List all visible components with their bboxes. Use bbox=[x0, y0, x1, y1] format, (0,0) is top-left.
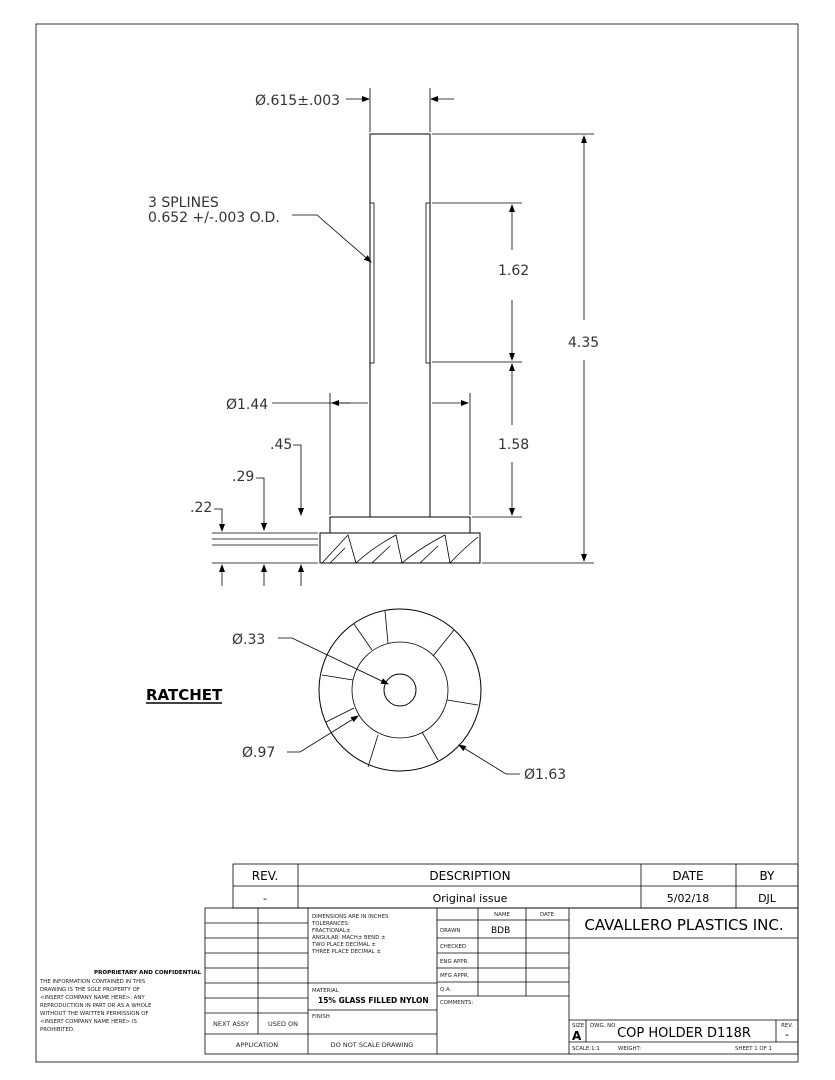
outer-diameter-dim: Ø1.63 bbox=[524, 767, 567, 783]
dwg-no-label: DWG. NO. bbox=[590, 1023, 617, 1029]
svg-text:<INSERT COMPANY NAME HERE> IS: <INSERT COMPANY NAME HERE> IS bbox=[40, 1019, 137, 1025]
application-label: APPLICATION bbox=[235, 1041, 279, 1049]
svg-text:DIMENSIONS ARE IN INCHES: DIMENSIONS ARE IN INCHES bbox=[312, 914, 389, 920]
mfg-appr-label: MFG APPR. bbox=[440, 973, 470, 979]
comments-label: COMMENTS: bbox=[440, 1000, 474, 1006]
weight-label: WEIGHT: bbox=[618, 1046, 642, 1052]
checked-label: CHECKED bbox=[440, 944, 467, 950]
description-value: Original issue bbox=[432, 892, 508, 905]
tolerance-notes bbox=[311, 914, 389, 955]
rev-value-tb: - bbox=[785, 1028, 789, 1041]
dim-45: .45 bbox=[270, 437, 293, 453]
svg-text:DRAWING IS THE SOLE PROPERTY O: DRAWING IS THE SOLE PROPERTY OF bbox=[40, 987, 140, 993]
end-view bbox=[146, 609, 566, 783]
eng-appr-label: ENG APPR. bbox=[440, 959, 469, 965]
scale-label: SCALE:1:1 bbox=[572, 1046, 600, 1052]
rev-header: REV. bbox=[251, 869, 279, 883]
size-value: A bbox=[572, 1029, 582, 1043]
rev-label-tb: REV. bbox=[781, 1023, 793, 1029]
hub-diameter-dim: Ø.97 bbox=[242, 745, 276, 761]
spline-slot-left bbox=[370, 203, 374, 363]
qa-label: Q.A. bbox=[440, 987, 452, 993]
size-label: SIZE bbox=[572, 1023, 585, 1029]
svg-text:PROHIBITED.: PROHIBITED. bbox=[40, 1027, 75, 1033]
date-value: 5/02/18 bbox=[666, 892, 710, 905]
lower-length-dim: 1.58 bbox=[498, 437, 530, 453]
by-value: DJL bbox=[758, 892, 776, 905]
used-on-label: USED ON bbox=[267, 1020, 299, 1028]
ratchet-slots bbox=[322, 611, 478, 767]
svg-text:<INSERT COMPANY NAME HERE>. AN: <INSERT COMPANY NAME HERE>. ANY bbox=[40, 995, 145, 1001]
drawing-title: COP HOLDER D118R bbox=[617, 1026, 751, 1041]
description-header: DESCRIPTION bbox=[429, 869, 511, 883]
splines-label-line1: 3 SPLINES bbox=[148, 195, 219, 211]
material-label: MATERIAL bbox=[312, 988, 339, 994]
overall-length-dim: 4.35 bbox=[568, 335, 600, 351]
bore-diameter-dim: Ø.33 bbox=[232, 632, 266, 648]
title-block bbox=[39, 908, 798, 1054]
svg-text:WITHOUT THE WRITTEN PERMISSION: WITHOUT THE WRITTEN PERMISSION OF bbox=[40, 1011, 149, 1017]
hub-circle bbox=[352, 642, 448, 738]
svg-text:TOLERANCES:: TOLERANCES: bbox=[312, 921, 350, 927]
do-not-scale: DO NOT SCALE DRAWING bbox=[330, 1041, 414, 1049]
revision-table bbox=[233, 864, 798, 908]
material-value: 15% GLASS FILLED NYLON bbox=[318, 996, 429, 1005]
bore-circle bbox=[384, 674, 416, 706]
flange bbox=[330, 517, 470, 533]
proprietary-title: PROPRIETARY AND CONFIDENTIAL bbox=[94, 970, 202, 976]
date-header-tb: DATE bbox=[539, 912, 555, 918]
svg-text:FRACTIONAL±: FRACTIONAL± bbox=[312, 928, 351, 934]
side-view bbox=[148, 88, 599, 586]
shaft bbox=[370, 134, 430, 517]
dim-22: .22 bbox=[190, 500, 213, 516]
rev-value: - bbox=[263, 892, 267, 905]
svg-text:ANGULAR: MACH± BEND ±: ANGULAR: MACH± BEND ± bbox=[312, 935, 386, 941]
name-header: NAME bbox=[494, 912, 510, 918]
view-label: RATCHET bbox=[146, 686, 223, 704]
sheet-label: SHEET 1 OF 1 bbox=[735, 1046, 772, 1052]
top-diameter-dim: Ø.615±.003 bbox=[255, 93, 341, 109]
svg-text:TWO PLACE DECIMAL ±: TWO PLACE DECIMAL ± bbox=[312, 942, 376, 948]
next-assy-label: NEXT ASSY bbox=[212, 1020, 250, 1028]
proprietary-text bbox=[39, 979, 152, 1033]
sheet-border bbox=[36, 24, 798, 1062]
by-header: BY bbox=[759, 869, 775, 883]
spline-length-dim: 1.62 bbox=[498, 263, 530, 279]
drawn-label: DRAWN bbox=[440, 928, 461, 934]
dim-29: .29 bbox=[232, 469, 255, 485]
ratchet-body bbox=[320, 533, 480, 563]
svg-text:THE INFORMATION CONTAINED IN T: THE INFORMATION CONTAINED IN THIS bbox=[40, 979, 146, 985]
svg-text:REPRODUCTION IN PART OR AS A W: REPRODUCTION IN PART OR AS A WHOLE bbox=[40, 1003, 152, 1009]
drawn-name: BDB bbox=[491, 926, 511, 936]
svg-text:THREE PLACE DECIMAL ±: THREE PLACE DECIMAL ± bbox=[312, 949, 381, 955]
date-header: DATE bbox=[672, 869, 704, 883]
finish-label: FINISH bbox=[312, 1014, 330, 1020]
outer-circle bbox=[319, 609, 481, 771]
ratchet-teeth bbox=[322, 535, 478, 563]
splines-label-line2: 0.652 +/-.003 O.D. bbox=[148, 210, 280, 226]
flange-diameter-dim: Ø1.44 bbox=[226, 397, 269, 413]
spline-slot-right bbox=[426, 203, 430, 363]
company-name: CAVALLERO PLASTICS INC. bbox=[584, 916, 784, 934]
